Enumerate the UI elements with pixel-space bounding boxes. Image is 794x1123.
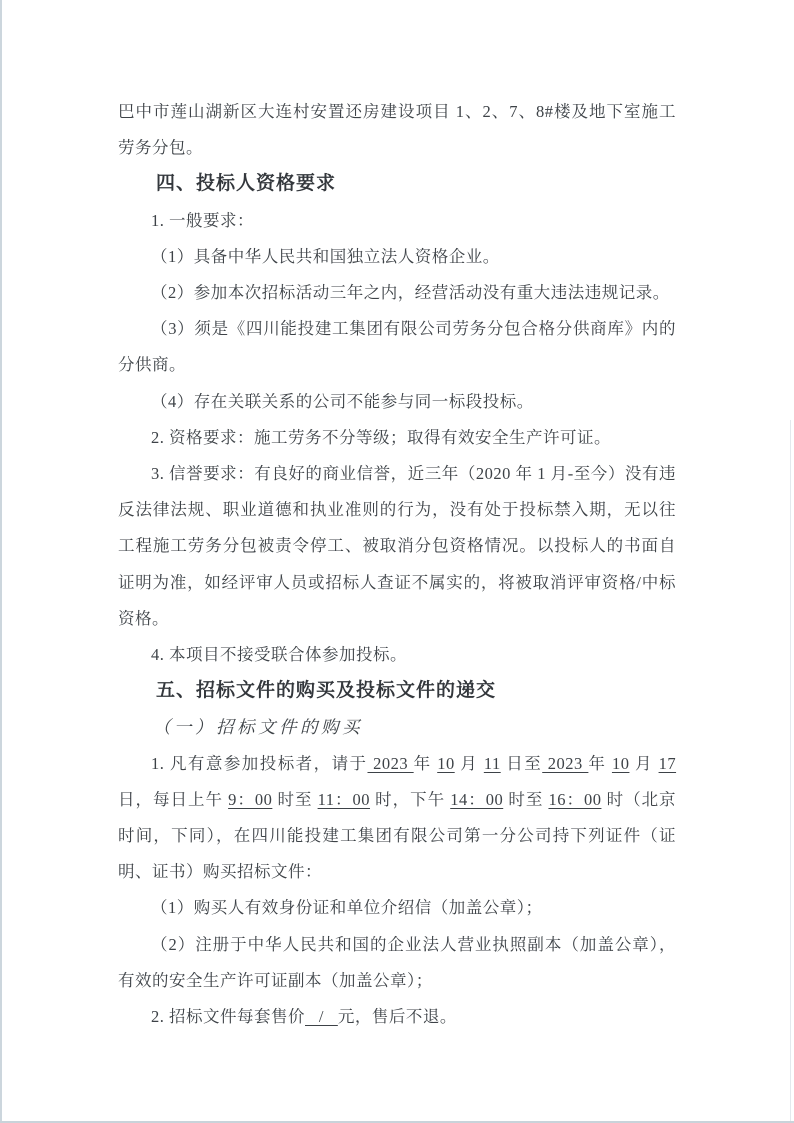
purchase-time-morning-from: 9：00 (228, 789, 273, 809)
section5-sub1-heading: （一）招标文件的购买 (153, 717, 363, 738)
purchase-date-month-to: 10 (611, 753, 630, 773)
purchase-time-afternoon-from: 14：00 (450, 789, 504, 809)
purchase-seg: 年 (413, 753, 438, 773)
section5-purchase-instructions (118, 746, 676, 891)
purchase-date-month-from: 10 (437, 753, 455, 773)
text-block (118, 94, 676, 1035)
price-blank-value: / (305, 1007, 338, 1027)
price-seg: 2. 招标文件每套售价 (151, 1007, 305, 1027)
purchase-date-day-to: 17 (658, 753, 677, 773)
purchase-seg: 日至 (500, 753, 543, 773)
section5-cert-item-1: （1）购买人有效身份证和单位介绍信（加盖公章）； (151, 898, 543, 918)
price-seg: 元，售后不退。 (337, 1007, 457, 1027)
section4-general-title: 1. 一般要求： (151, 210, 254, 230)
section5-price-line (118, 999, 676, 1035)
purchase-date-year-from: 2023 (367, 753, 414, 773)
purchase-seg: 1. 凡有意参加投标者，请于 (151, 753, 368, 773)
scan-edge-left (0, 0, 2, 1123)
section4-reputation: 3. 信誉要求：有良好的商业信誉，近三年（2020 年 1 月-至今）没有违反法律法规、职业道德和执业准则的行为，没有处于投标禁入期，无以往工程施工劳务分包被责令停工、被取消分包资格情况。以投标人的书面自证明为准，如经评审人员或招标人查证不属实的，将被取消评审资格/中标资格。 (118, 464, 676, 628)
purchase-seg: 时至 (272, 789, 318, 809)
purchase-seg: 时，下午 (369, 789, 451, 809)
purchase-date-year-to: 2023 (542, 753, 589, 773)
section4-qualification: 2. 资格要求：施工劳务不分等级；取得有效安全生产许可证。 (151, 427, 611, 447)
section4-general-item-2: （2）参加本次招标活动三年之内，经营活动没有重大违法违规记录。 (151, 283, 670, 303)
section4-no-consortium: 4. 本项目不接受联合体参加投标。 (151, 645, 407, 665)
paragraph-project-title-continuation: 巴中市莲山湖新区大连村安置还房建设项目 1、2、7、8#楼及地下室施工劳务分包。 (118, 102, 676, 158)
section5-heading: 五、招标文件的购买及投标文件的递交 (156, 680, 497, 702)
purchase-seg: 月 (629, 753, 659, 773)
section4-general-item-1: （1）具备中华人民共和国独立法人资格企业。 (151, 246, 500, 266)
purchase-seg: 时（北京时间，下同），在四川能投建工集团有限公司第一分公司持下列证件（证明、证书）购买招标文件： (118, 789, 677, 882)
purchase-time-morning-to: 11：00 (317, 789, 370, 809)
scan-edge-right (790, 420, 791, 1123)
purchase-time-afternoon-to: 16：00 (548, 789, 602, 809)
purchase-seg: 时至 (503, 789, 549, 809)
purchase-seg: 日，每日上午 (118, 789, 229, 809)
purchase-seg: 年 (588, 753, 612, 773)
section5-cert-item-2: （2）注册于中华人民共和国的企业法人营业执照副本（加盖公章），有效的安全生产许可证副本（加盖公章）； (118, 934, 676, 990)
purchase-seg: 月 (454, 753, 484, 773)
section4-general-item-3: （3）须是《四川能投建工集团有限公司劳务分包合格分供商库》内的分供商。 (118, 319, 676, 375)
section4-heading: 四、投标人资格要求 (156, 173, 337, 195)
section4-general-item-4: （4）存在关联关系的公司不能参与同一标段投标。 (151, 391, 534, 411)
purchase-date-day-from: 11 (483, 753, 501, 773)
